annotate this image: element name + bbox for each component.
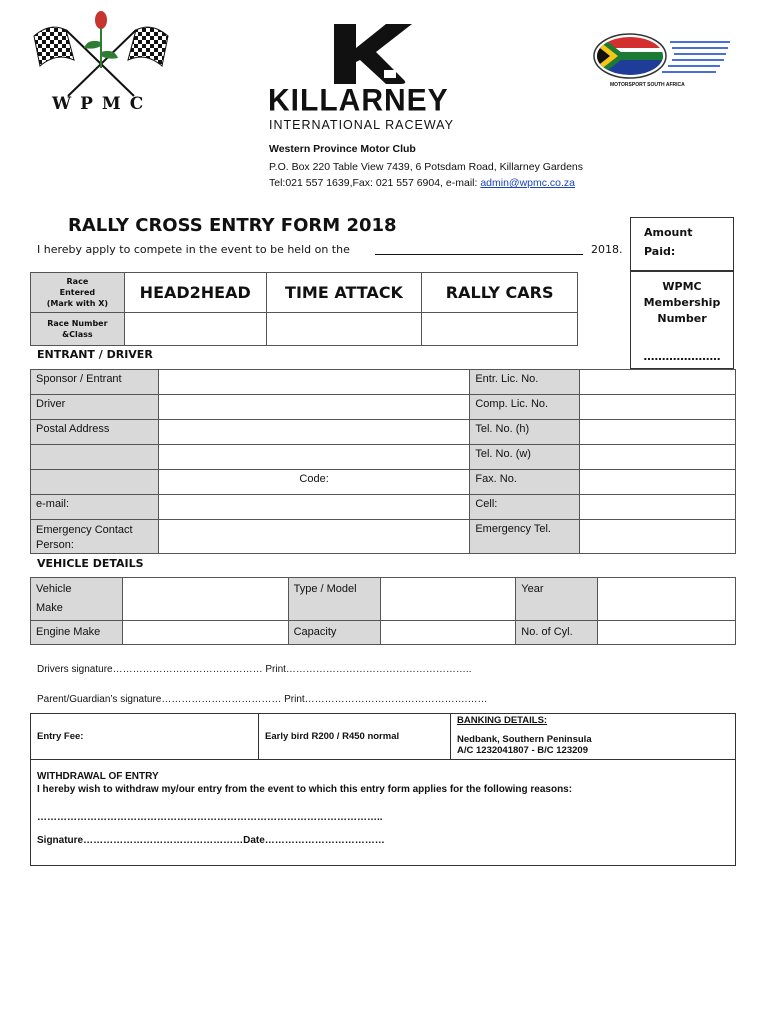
driver-signature-line[interactable]: Drivers signature……………………………………… Print……………………………………………….. [37,664,472,675]
cylinders-field[interactable] [598,621,736,645]
emergency-tel-label: Emergency Tel. [470,520,580,554]
parent-signature-line[interactable]: Parent/Guardian’s signature……………………………… Print………………………………………….…… [37,694,488,705]
bank-line-1: Nedbank, Southern Peninsula [457,734,592,745]
club-email-link[interactable]: admin@wpmc.co.za [480,177,576,189]
msa-logo-text: MOTORSPORT SOUTH AFRICA [610,82,685,88]
entr-lic-field[interactable] [580,370,736,395]
year-label: Year [516,578,598,621]
withdrawal-signature-line[interactable]: Signature…………………………………………Date……………………………… [37,835,385,846]
type-model-label: Type / Model [288,578,380,621]
entrant-section-title: ENTRANT / DRIVER [37,348,153,361]
withdrawal-title: WITHDRAWAL OF ENTRY [37,771,159,782]
amount-paid-box[interactable] [630,217,734,271]
motorsport-south-africa-logo [590,28,736,90]
comp-lic-field[interactable] [580,395,736,420]
race-option-time-attack[interactable]: TIME ATTACK [266,273,422,313]
tel-h-label: Tel. No. (h) [470,420,580,445]
tel-w-label: Tel. No. (w) [470,445,580,470]
club-contact-text: Tel:021 557 1639,Fax: 021 557 6904, e-mail: [269,177,481,189]
postal-code-field[interactable]: Code: [158,470,469,495]
event-date-field[interactable] [375,254,583,255]
race-number-label: Race Number &Class [31,313,125,346]
vehicle-table [30,577,736,645]
membership-line-2: Membership [643,296,721,309]
entrant-table [30,369,736,554]
emergency-tel-field[interactable] [580,520,736,554]
paid-label: Paid: [644,245,676,258]
entry-fee-price: Early bird R200 / R450 normal [259,714,451,760]
fax-label: Fax. No. [470,470,580,495]
race-number-rally-cars[interactable] [422,313,578,346]
year-field[interactable] [598,578,736,621]
email-field[interactable] [158,495,469,520]
apply-text: I hereby apply to compete in the event to be held on the [37,243,350,256]
apply-year: 2018. [591,243,623,256]
postal-address-field[interactable] [158,420,469,445]
postal-address-field-2[interactable] [158,445,469,470]
club-address: P.O. Box 220 Table View 7439, 6 Potsdam Road, Killarney Gardens [269,161,584,173]
entry-fee-label: Entry Fee: [31,714,259,760]
killarney-k-logo [330,22,416,86]
comp-lic-label: Comp. Lic. No. [470,395,580,420]
amount-label: Amount [644,226,693,239]
postal-address-label-2 [31,445,159,470]
race-number-time-attack[interactable] [266,313,422,346]
banking-title: BANKING DETAILS: [457,715,548,726]
fax-field[interactable] [580,470,736,495]
withdrawal-reason-field[interactable]: ………………………………………………………………………………………….. [37,812,383,823]
membership-line-1: WPMC [662,280,702,293]
engine-make-label: Engine Make [31,621,123,645]
bank-line-2: A/C 1232041807 - B/C 123209 [457,745,588,756]
tel-w-field[interactable] [580,445,736,470]
membership-number-field[interactable]: ………………… [643,350,721,363]
killarney-subtitle: INTERNATIONAL RACEWAY [269,118,454,132]
emergency-contact-field[interactable] [158,520,469,554]
vehicle-section-title: VEHICLE DETAILS [37,557,144,570]
vehicle-make-field[interactable] [122,578,288,621]
engine-make-field[interactable] [122,621,288,645]
club-contact [269,177,575,189]
club-name: Western Province Motor Club [269,143,416,155]
email-label: e-mail: [31,495,159,520]
driver-field[interactable] [158,395,469,420]
cell-label: Cell: [470,495,580,520]
membership-number-box[interactable] [630,271,734,369]
postal-address-label-3 [31,470,159,495]
capacity-field[interactable] [380,621,516,645]
vehicle-make-label: Vehicle Make [31,578,123,621]
killarney-title: KILLARNEY [268,83,449,118]
wpmc-logo-text: WPMC [52,94,153,114]
membership-line-3: Number [657,312,707,325]
emergency-contact-label: Emergency Contact Person: [31,520,159,554]
withdrawal-text: I hereby wish to withdraw my/our entry from the event to which this entry form applies for the following reasons: [37,784,573,795]
race-table [30,272,578,346]
capacity-label: Capacity [288,621,380,645]
race-entered-label: Race Entered (Mark with X) [31,273,125,313]
driver-label: Driver [31,395,159,420]
race-number-head2head[interactable] [124,313,266,346]
cylinders-label: No. of Cyl. [516,621,598,645]
cell-field[interactable] [580,495,736,520]
entr-lic-label: Entr. Lic. No. [470,370,580,395]
banking-details [451,714,736,760]
form-title: RALLY CROSS ENTRY FORM 2018 [68,215,397,236]
sponsor-label: Sponsor / Entrant [31,370,159,395]
type-model-field[interactable] [380,578,516,621]
sponsor-field[interactable] [158,370,469,395]
postal-address-label: Postal Address [31,420,159,445]
tel-h-field[interactable] [580,420,736,445]
race-option-head2head[interactable]: HEAD2HEAD [124,273,266,313]
race-option-rally-cars[interactable]: RALLY CARS [422,273,578,313]
